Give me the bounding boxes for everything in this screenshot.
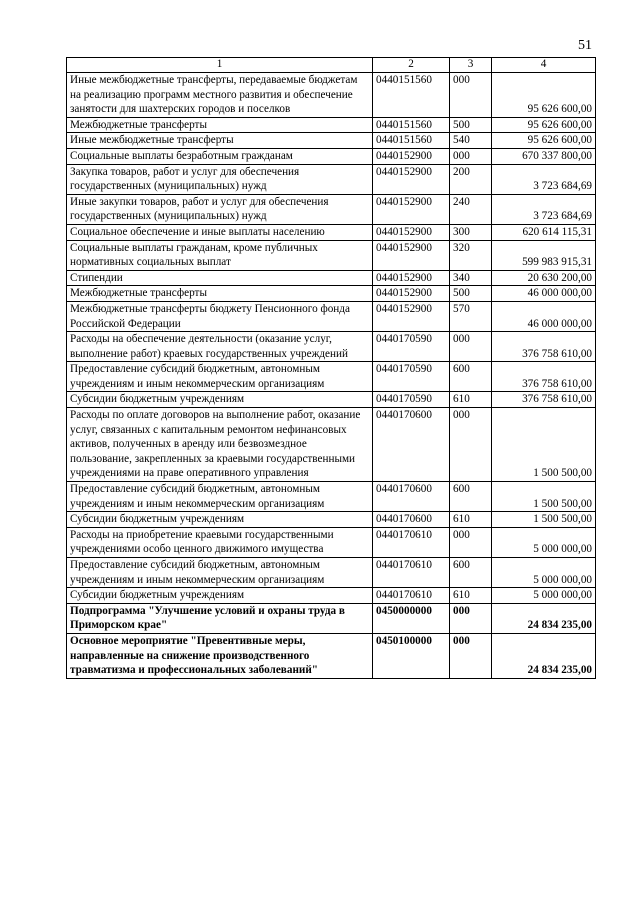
table-row [67,558,596,588]
row-type-cell: 320 [450,240,492,270]
table-row [67,224,596,240]
row-amount-cell: 5 000 000,00 [492,558,596,588]
row-name-cell: Межбюджетные трансферты [67,117,373,133]
row-name-cell: Расходы на обеспечение деятельности (оказание услуг, выполнение работ) краевых государственных учреждений [67,332,373,362]
row-code-cell: 0440152900 [373,148,450,164]
row-code-cell: 0440152900 [373,194,450,224]
row-amount-cell: 376 758 610,00 [492,362,596,392]
table-row [67,301,596,331]
row-name-cell: Межбюджетные трансферты бюджету Пенсионного фонда Российской Федерации [67,301,373,331]
row-code-cell: 0440170600 [373,512,450,528]
row-code-cell: 0440152900 [373,301,450,331]
row-name-cell: Субсидии бюджетным учреждениям [67,512,373,528]
row-type-cell: 610 [450,392,492,408]
row-name-cell: Социальные выплаты безработным гражданам [67,148,373,164]
row-type-cell: 000 [450,527,492,557]
row-name-cell: Субсидии бюджетным учреждениям [67,588,373,604]
row-type-cell: 000 [450,148,492,164]
table-row [67,482,596,512]
row-name-cell: Межбюджетные трансферты [67,286,373,302]
row-type-cell: 600 [450,558,492,588]
row-amount-cell: 1 500 500,00 [492,482,596,512]
row-amount-cell: 95 626 600,00 [492,73,596,118]
row-name-cell: Закупка товаров, работ и услуг для обеспечения государственных (муниципальных) нужд [67,164,373,194]
row-type-cell: 000 [450,332,492,362]
row-type-cell: 540 [450,133,492,149]
row-code-cell: 0440152900 [373,224,450,240]
table-row [67,240,596,270]
row-name-cell: Предоставление субсидий бюджетным, автономным учреждениям и иным некоммерческим организациям [67,362,373,392]
row-amount-cell: 670 337 800,00 [492,148,596,164]
table-row [67,148,596,164]
table-row [67,133,596,149]
header-row [67,58,596,73]
table-row [67,527,596,557]
row-name-cell: Предоставление субсидий бюджетным, автономным учреждениям и иным некоммерческим организациям [67,558,373,588]
row-type-cell: 000 [450,73,492,118]
row-name-cell: Социальное обеспечение и иные выплаты населению [67,224,373,240]
column-header-code: 2 [373,58,450,73]
row-code-cell: 0440170590 [373,332,450,362]
table-row [67,270,596,286]
table-row [67,362,596,392]
row-amount-cell: 376 758 610,00 [492,332,596,362]
column-header-type: 3 [450,58,492,73]
table-row [67,332,596,362]
table-row [67,603,596,633]
row-name-cell: Основное мероприятие "Превентивные меры, направленные на снижение производственного травматизма и профессиональных заболеваний" [67,633,373,678]
row-type-cell: 000 [450,603,492,633]
row-type-cell: 240 [450,194,492,224]
row-code-cell: 0440151560 [373,133,450,149]
table-row [67,73,596,118]
page-number: 51 [578,38,592,53]
row-type-cell: 000 [450,633,492,678]
table-row [67,633,596,678]
row-type-cell: 340 [450,270,492,286]
row-code-cell: 0440151560 [373,73,450,118]
row-code-cell: 0450100000 [373,633,450,678]
row-amount-cell: 5 000 000,00 [492,588,596,604]
table-body [67,73,596,679]
row-code-cell: 0440151560 [373,117,450,133]
row-code-cell: 0440170590 [373,362,450,392]
row-amount-cell: 46 000 000,00 [492,286,596,302]
row-code-cell: 0440170610 [373,558,450,588]
row-name-cell: Иные закупки товаров, работ и услуг для обеспечения государственных (муниципальных) нужд [67,194,373,224]
row-type-cell: 000 [450,408,492,482]
table-row [67,194,596,224]
row-type-cell: 610 [450,588,492,604]
column-header-amount: 4 [492,58,596,73]
row-amount-cell: 5 000 000,00 [492,527,596,557]
row-name-cell: Иные межбюджетные трансферты [67,133,373,149]
row-name-cell: Предоставление субсидий бюджетным, автономным учреждениям и иным некоммерческим организациям [67,482,373,512]
row-name-cell: Расходы на приобретение краевыми государственными учреждениями особо ценного движимого имущества [67,527,373,557]
row-name-cell: Расходы по оплате договоров на выполнение работ, оказание услуг, связанных с капитальным ремонтом нефинансовых активов, полученных в аренду или безвозмездное пользование, закрепленных за краевыми государственными учреждениями на праве оперативного управления [67,408,373,482]
row-amount-cell: 3 723 684,69 [492,194,596,224]
row-code-cell: 0440152900 [373,286,450,302]
row-name-cell: Иные межбюджетные трансферты, передаваемые бюджетам на реализацию программ местного развития и обеспечение занятости для шахтерских городов и поселков [67,73,373,118]
row-code-cell: 0440170600 [373,482,450,512]
table-row [67,117,596,133]
column-header-name: 1 [67,58,373,73]
row-code-cell: 0440170590 [373,392,450,408]
row-name-cell: Стипендии [67,270,373,286]
row-code-cell: 0440152900 [373,270,450,286]
row-type-cell: 570 [450,301,492,331]
row-code-cell: 0450000000 [373,603,450,633]
row-amount-cell: 20 630 200,00 [492,270,596,286]
row-code-cell: 0440170610 [373,588,450,604]
budget-table [66,57,596,679]
row-amount-cell: 95 626 600,00 [492,133,596,149]
row-code-cell: 0440152900 [373,164,450,194]
row-amount-cell: 376 758 610,00 [492,392,596,408]
table-row [67,512,596,528]
row-code-cell: 0440152900 [373,240,450,270]
row-name-cell: Подпрограмма "Улучшение условий и охраны труда в Приморском крае" [67,603,373,633]
row-type-cell: 600 [450,482,492,512]
table-row [67,286,596,302]
row-amount-cell: 1 500 500,00 [492,512,596,528]
row-amount-cell: 95 626 600,00 [492,117,596,133]
row-amount-cell: 46 000 000,00 [492,301,596,331]
row-amount-cell: 24 834 235,00 [492,633,596,678]
row-type-cell: 500 [450,117,492,133]
row-code-cell: 0440170610 [373,527,450,557]
row-name-cell: Социальные выплаты гражданам, кроме публичных нормативных социальных выплат [67,240,373,270]
table-row [67,164,596,194]
row-amount-cell: 24 834 235,00 [492,603,596,633]
row-type-cell: 200 [450,164,492,194]
row-type-cell: 600 [450,362,492,392]
row-type-cell: 500 [450,286,492,302]
row-amount-cell: 599 983 915,31 [492,240,596,270]
table-row [67,408,596,482]
table-row [67,392,596,408]
row-name-cell: Субсидии бюджетным учреждениям [67,392,373,408]
row-code-cell: 0440170600 [373,408,450,482]
row-type-cell: 610 [450,512,492,528]
row-amount-cell: 1 500 500,00 [492,408,596,482]
row-type-cell: 300 [450,224,492,240]
table-row [67,588,596,604]
row-amount-cell: 620 614 115,31 [492,224,596,240]
row-amount-cell: 3 723 684,69 [492,164,596,194]
